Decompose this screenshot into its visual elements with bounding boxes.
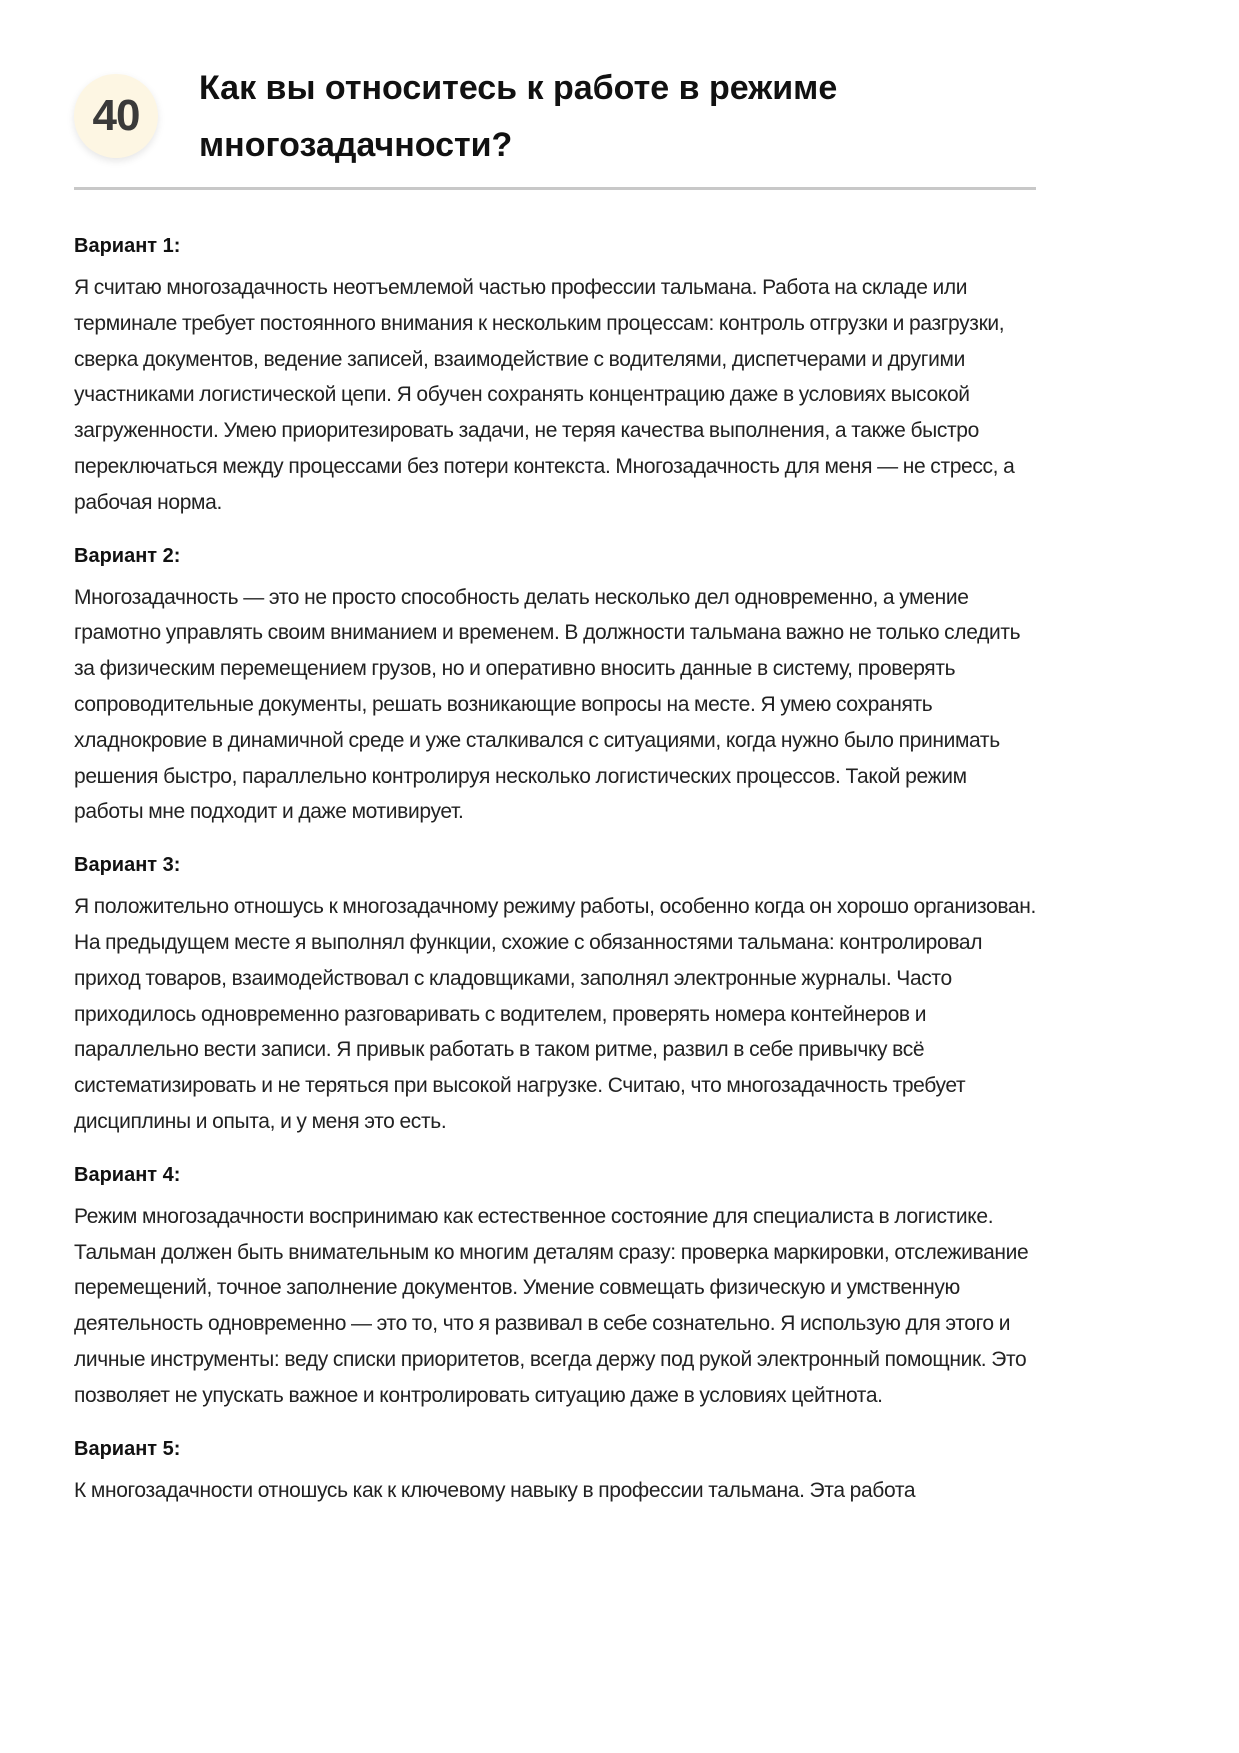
answer-variant-1 <box>74 232 1036 521</box>
answer-variant-5 <box>74 1435 1036 1509</box>
variant-label: Вариант 1: <box>74 235 181 257</box>
answer-variant-4 <box>74 1161 1036 1414</box>
variant-text: Многозадачность — это не просто способность делать несколько дел одновременно, а умение грамотно управлять своим вниманием и временем. В должности тальмана важно не только следить за физическим перемещением грузов, но и оперативно вносить данные в систему, проверять сопроводительные документы, решать возникающие вопросы на месте. Я умею сохранять хладнокровие в динамичной среде и уже сталкивался с ситуациями, когда нужно было принимать решения быстро, параллельно контролируя несколько логистических процессов. Такой режим работы мне подходит и даже мотивирует. <box>74 585 1021 824</box>
variant-label: Вариант 2: <box>74 544 181 567</box>
answer-variant-3 <box>74 851 1036 1140</box>
answer-variant-2 <box>74 542 1036 831</box>
variant-text: Я считаю многозадачность неотъемлемой частью профессии тальмана. Работа на складе или терминале требует постоянного внимания к нескольким процессам: контроль отгрузки и разгрузки, сверка документов, ведение записей, взаимодействие с водителями, диспетчерами и другими участниками логистической цепи. Я обучен сохранять концентрацию даже в условиях высокой загруженности. Умею приоритезировать задачи, не теряя качества выполнения, а также быстро переключаться между процессами без потери контекста. Многозадачность для меня — не стресс, а рабочая норма. <box>74 276 1015 514</box>
variant-text: Режим многозадачности воспринимаю как естественное состояние для специалиста в логистике. Тальман должен быть внимательным ко многим деталям сразу: проверка маркировки, отслеживание перемещений, точное заполнение документов. Умение совмещать физическую и умственную деятельность одновременно — это то, что я развивал в себе сознательно. Я использую для этого и личные инструменты: веду списки приоритетов, всегда держу под рукой электронный помощник. Это позволяет не упускать важное и контролировать ситуацию даже в условиях цейтнота. <box>74 1204 1029 1407</box>
header-divider <box>74 187 1036 190</box>
question-title: Как вы относитесь к работе в режиме многозадачности? <box>199 69 838 164</box>
question-header <box>74 0 1036 190</box>
variant-text: Я положительно отношусь к многозадачному режиму работы, особенно когда он хорошо организован. На предыдущем месте я выполнял функции, схожие с обязанностями тальмана: контролировал приход товаров, взаимодействовал с кладовщиками, заполнял электронные журналы. Часто приходилось одновременно разговаривать с водителем, проверять номера контейнеров и параллельно вести записи. Я привык работать в таком ритме, развил в себе привычку всё систематизировать и не теряться при высокой нагрузке. Считаю, что многозадачность требует дисциплины и опыта, и у меня это есть. <box>74 895 1036 1133</box>
document-page <box>74 0 1036 1502</box>
variant-text: К многозадачности отношусь как к ключевому навыку в профессии тальмана. Эта работа <box>74 1478 916 1502</box>
question-number-badge: 40 <box>74 74 158 158</box>
variant-label: Вариант 4: <box>74 1163 181 1186</box>
variant-label: Вариант 3: <box>74 854 181 877</box>
answer-variants <box>74 232 1036 1529</box>
variant-label: Вариант 5: <box>74 1437 181 1460</box>
